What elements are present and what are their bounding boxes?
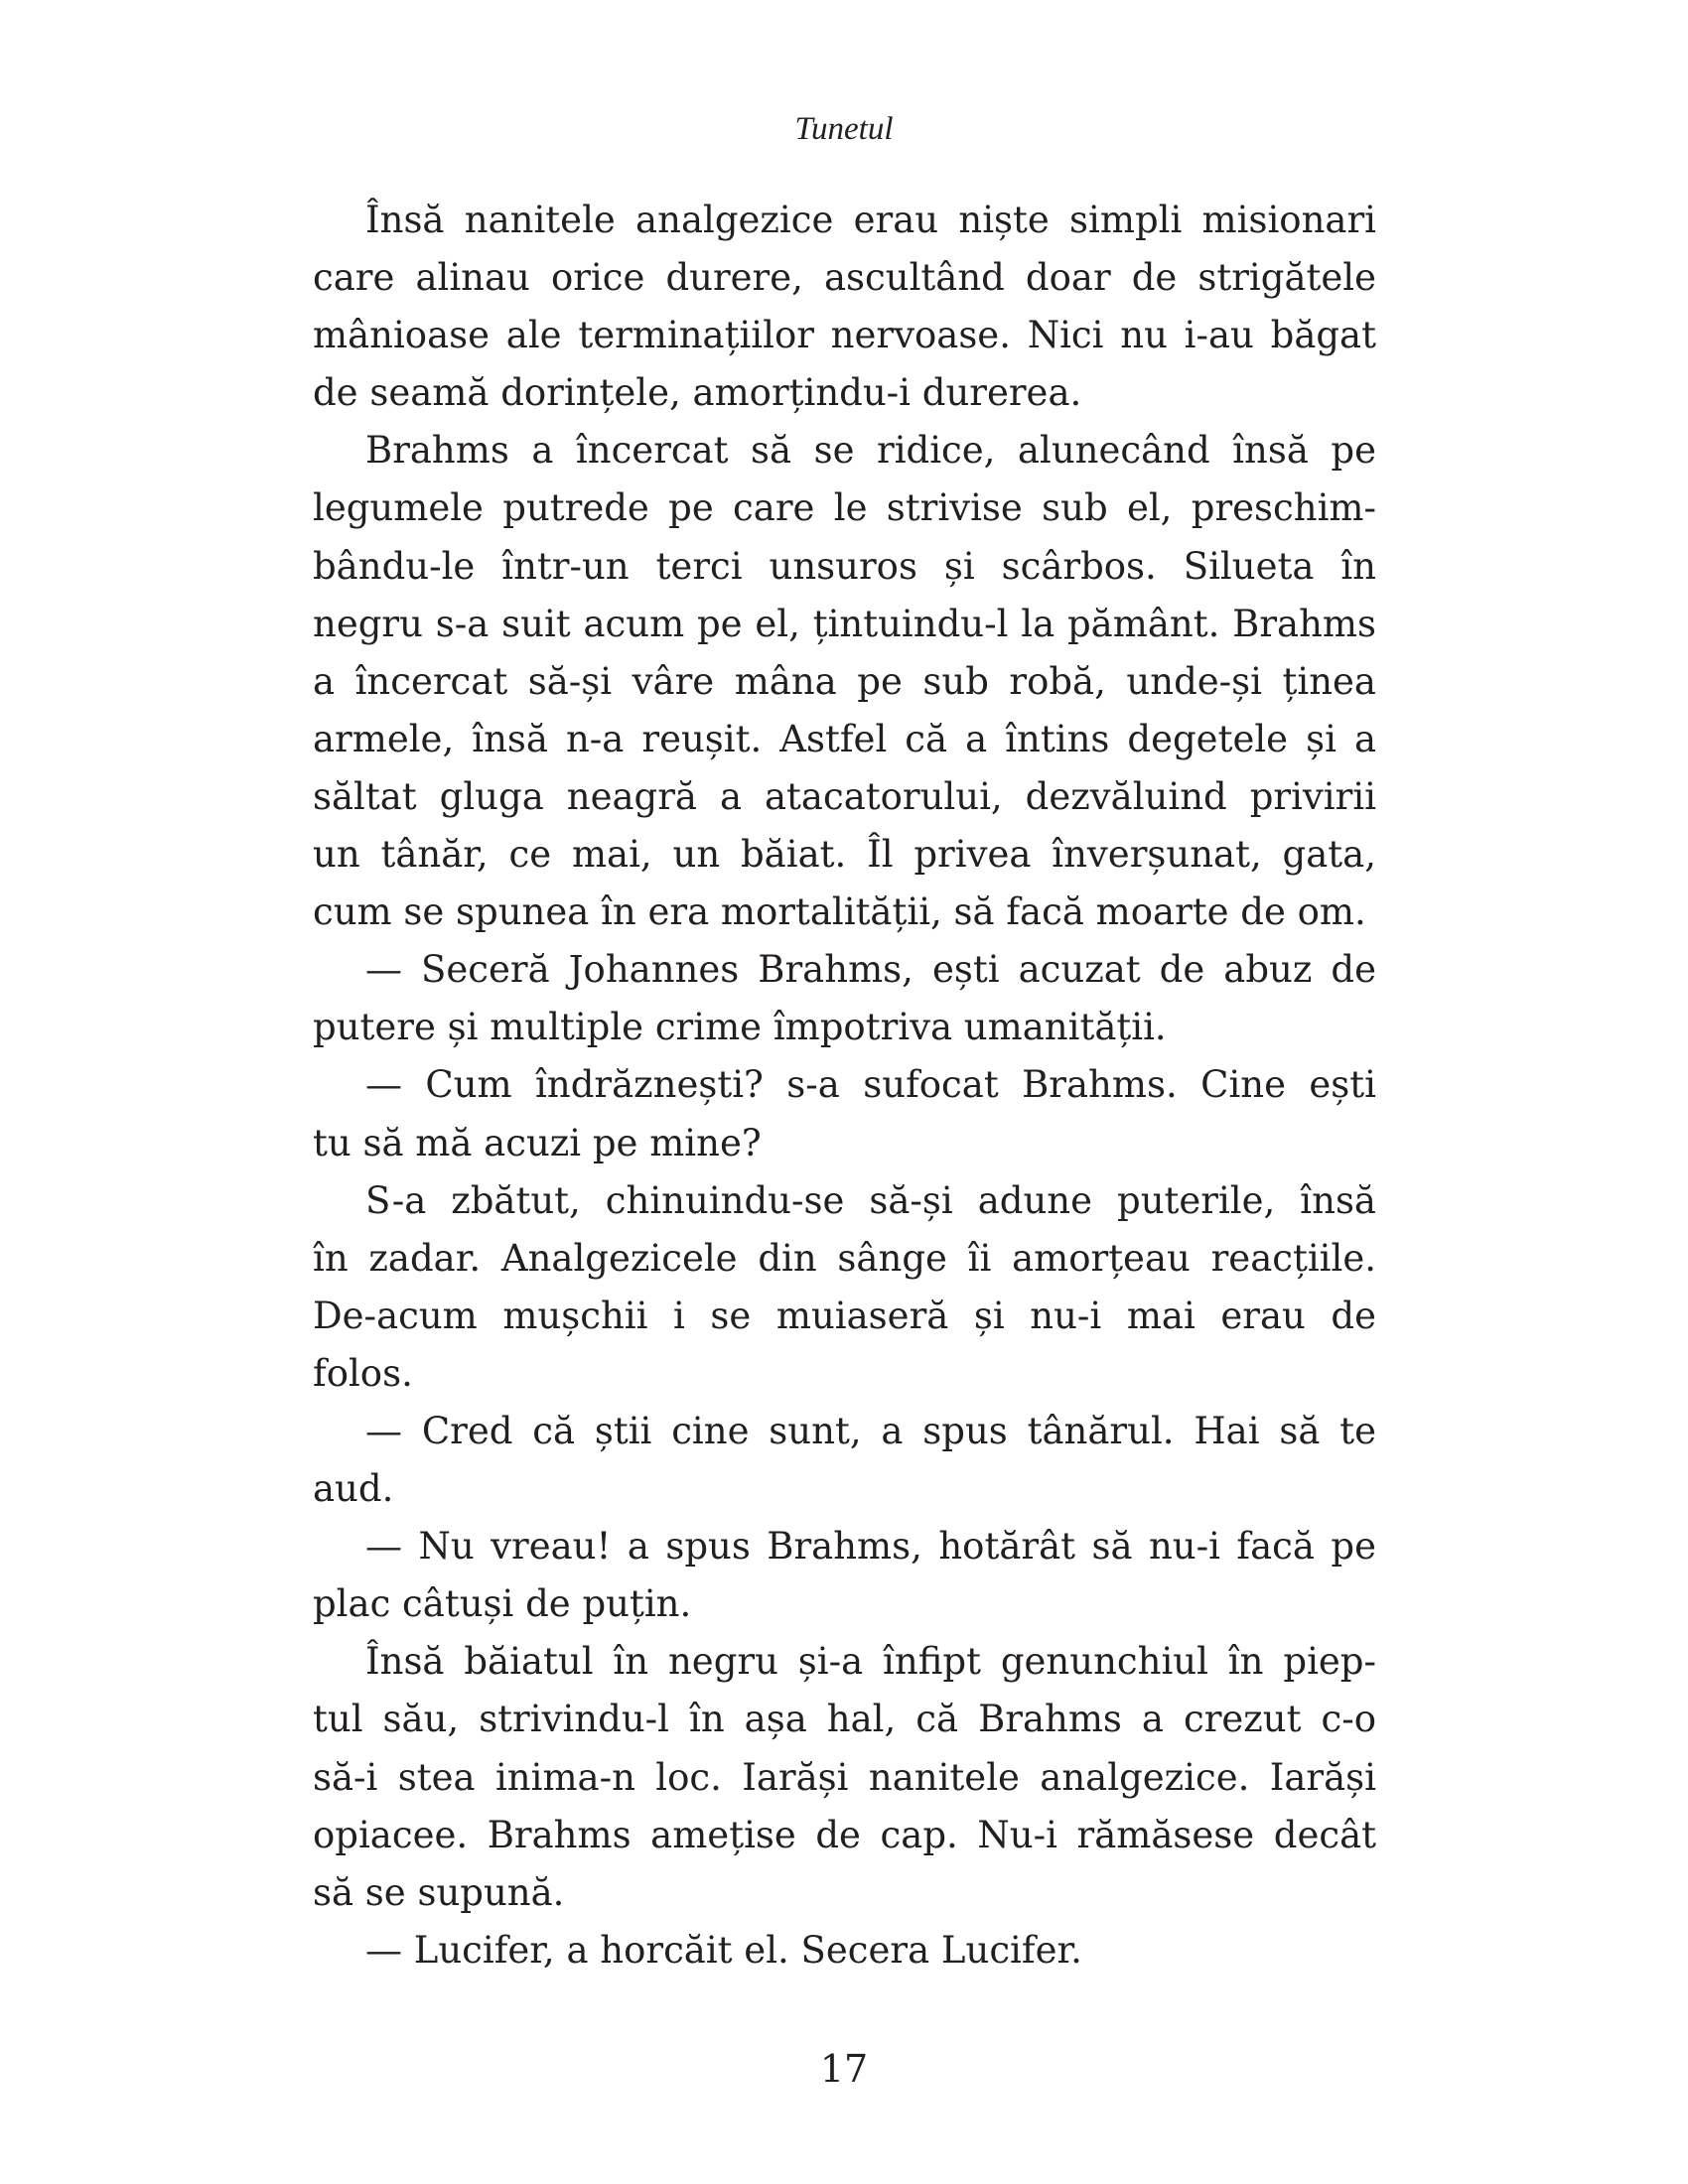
text-line: un tânăr, ce mai, un băiat. Îl privea înverșunat, gata, — [313, 833, 1376, 877]
text-line: de seamă dorințele, amorțindu-i durerea. — [313, 371, 1082, 415]
text-line: săltat gluga neagră a atacatorului, dezvăluind privirii — [313, 774, 1376, 818]
text-line: Brahms a încercat să se ridice, alunecând însă pe — [365, 429, 1376, 473]
paragraph — [313, 1172, 1376, 1403]
text-line: în zadar. Analgezicele din sânge îi amorțeau reacțiile. — [313, 1236, 1376, 1280]
text-line: tul său, strivindu-l în așa hal, că Brahms a crezut c-o — [313, 1698, 1376, 1741]
text-line: negru s-a suit acum pe el, țintuindu-l la pământ. Brahms — [313, 602, 1376, 645]
paragraph — [313, 422, 1376, 941]
text-line: — Lucifer, a horcăit el. Secera Lucifer. — [365, 1928, 1082, 1972]
text-line: S-a zbătut, chinuindu-se să-și adune puterile, însă — [365, 1178, 1376, 1222]
text-line: aud. — [313, 1467, 394, 1511]
text-line: legumele putrede pe care le strivise sub el, preschim- — [313, 486, 1376, 530]
text-line: să-i stea inima-n loc. Iarăși nanitele analgezice. Iarăși — [313, 1755, 1376, 1799]
text-line: — Seceră Johannes Brahms, ești acuzat de abuz de — [365, 948, 1376, 992]
text-line: să se supună. — [313, 1870, 565, 1914]
text-line: Însă băiatul în negru și-a înfipt genunchiul în piep- — [365, 1640, 1376, 1684]
text-line: bându-le într-un terci unsuros și scârbos. Silueta în — [313, 544, 1376, 588]
text-line: a încercat să-și vâre mâna pe sub robă, unde-și ținea — [313, 659, 1376, 703]
text-line: armele, însă n-a reușit. Astfel că a întins degetele și a — [313, 717, 1376, 760]
dialogue-paragraph — [313, 1403, 1376, 1518]
text-line: plac câtuși de puțin. — [313, 1582, 692, 1626]
dialogue-paragraph — [313, 1922, 1376, 1979]
text-line: De-acum mușchii i se muiaseră și nu-i mai erau de — [313, 1294, 1376, 1337]
text-line: putere și multiple crime împotriva umanității. — [313, 1006, 1167, 1049]
text-line: cum se spunea în era mortalității, să facă moarte de om. — [313, 890, 1366, 934]
paragraph — [313, 192, 1376, 422]
text-line: care alinau orice durere, ascultând doar de strigătele — [313, 256, 1376, 300]
text-line: opiacee. Brahms amețise de cap. Nu-i rămăsese decât — [313, 1813, 1376, 1856]
text-line: mânioase ale terminațiilor nervoase. Nici nu i-au băgat — [313, 314, 1376, 357]
running-head: Tunetul — [794, 111, 894, 147]
text-line: — Nu vreau! a spus Brahms, hotărât să nu-i facă pe — [365, 1525, 1376, 1569]
text-line: Însă nanitele analgezice erau niște simpli misionari — [365, 199, 1376, 241]
dialogue-paragraph — [313, 1056, 1376, 1171]
dialogue-paragraph — [313, 1518, 1376, 1633]
text-line: folos. — [313, 1351, 413, 1395]
text-line: tu să mă acuzi pe mine? — [313, 1121, 762, 1164]
text-line: — Cred că știi cine sunt, a spus tânărul. Hai să te — [365, 1409, 1376, 1452]
page-number: 17 — [819, 2047, 869, 2091]
paragraph — [313, 1633, 1376, 1921]
text-line: — Cum îndrăznești? s-a sufocat Brahms. Cine ești — [365, 1063, 1376, 1107]
body-text — [313, 192, 1376, 1979]
dialogue-paragraph — [313, 941, 1376, 1056]
